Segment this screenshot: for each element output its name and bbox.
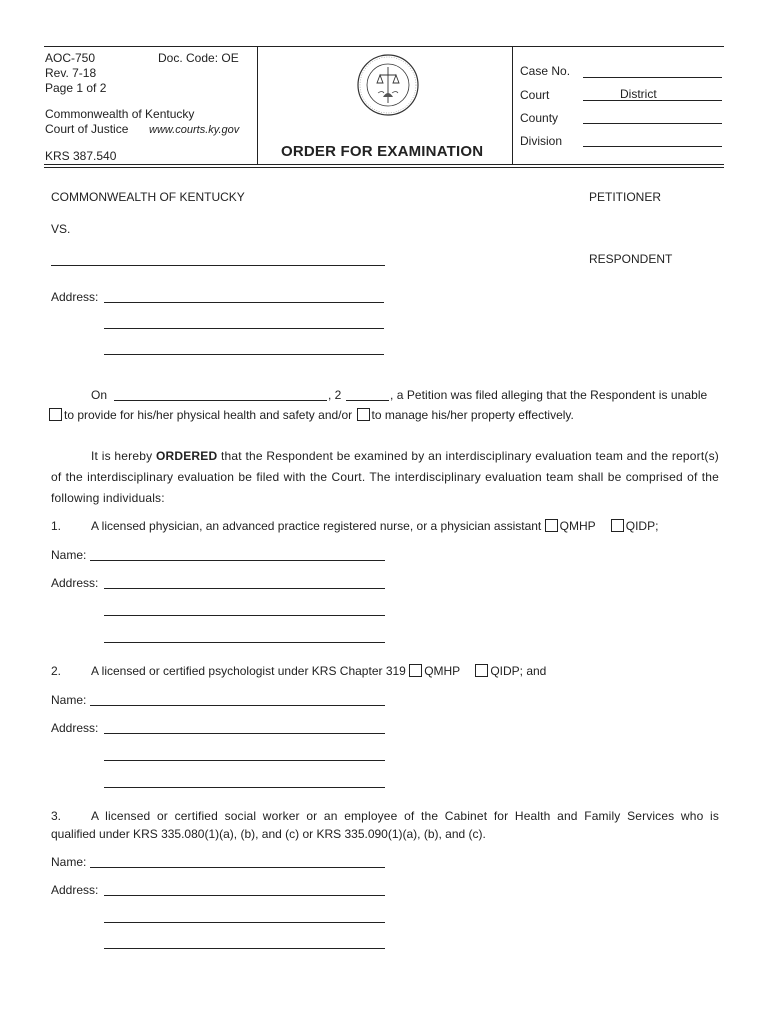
petition-year-field[interactable] [346, 400, 389, 401]
county-label: County [520, 111, 559, 125]
item-3-address-line-1[interactable] [104, 895, 385, 896]
versus-label: VS. [51, 222, 71, 236]
item-1-line [91, 519, 658, 533]
item-1-address-line-3[interactable] [104, 642, 385, 643]
petition-text: , a Petition was filed alleging that the Respondent is unable [390, 388, 708, 402]
petition-options [49, 408, 574, 422]
item-1-text: A licensed physician, an advanced practice registered nurse, or a physician assistant [91, 519, 542, 533]
item-2-name-label: Name: [51, 693, 87, 707]
item-1-name-label: Name: [51, 548, 87, 562]
item-2-address-line-1[interactable] [104, 733, 385, 734]
court-seal [356, 53, 420, 117]
item-1-address-line-2[interactable] [104, 615, 385, 616]
statute-reference: KRS 387.540 [45, 149, 117, 163]
item-1-qidp-label: QIDP; [625, 519, 659, 533]
item-2-text: A licensed or certified psychologist under KRS Chapter 319 [91, 664, 406, 678]
property-checkbox[interactable] [357, 408, 370, 421]
item-2-name-field[interactable] [90, 705, 385, 706]
form-title: ORDER FOR EXAMINATION [281, 143, 484, 160]
item-3-name-field[interactable] [90, 867, 385, 868]
item-1-qmhp-checkbox[interactable] [545, 519, 558, 532]
item-1-qidp-checkbox[interactable] [611, 519, 624, 532]
item-1-number: 1. [51, 519, 62, 533]
division-field[interactable] [583, 146, 722, 147]
case-number-label: Case No. [520, 64, 571, 78]
county-field[interactable] [583, 123, 722, 124]
item-2-number: 2. [51, 664, 62, 678]
court-value: District [620, 87, 657, 101]
revision: Rev. 7-18 [45, 66, 97, 80]
petition-date-field[interactable] [114, 400, 327, 401]
item-2-address-line-2[interactable] [104, 760, 385, 761]
petition-date-label: On [91, 388, 108, 402]
item-3-number: 3. [51, 809, 62, 823]
doc-code: Doc. Code: OE [158, 51, 239, 65]
item-3-address-label: Address: [51, 883, 99, 897]
case-number-field[interactable] [583, 77, 722, 78]
item-2-line [91, 664, 546, 678]
respondent-address-label: Address: [51, 290, 99, 304]
property-label: to manage his/her property effectively. [371, 408, 574, 422]
order-body: that the Respondent be examined by an interdisciplinary evaluation team and the report(s) of the interdisciplinary evaluation be filed with the Court. The interdisciplinary evaluation team shall be comprised of the following individuals: [51, 449, 719, 505]
respondent-label: RESPONDENT [589, 252, 673, 266]
respondent-name-field[interactable] [51, 265, 385, 266]
form-number: AOC-750 [45, 51, 96, 65]
health-safety-label: to provide for his/her physical health and safety and/or [64, 408, 353, 422]
respondent-address-line-3[interactable] [104, 354, 384, 355]
item-3-name-label: Name: [51, 855, 87, 869]
court-label: Court [520, 88, 550, 102]
court-of-justice: Court of Justice [45, 122, 129, 136]
item-1-name-field[interactable] [90, 560, 385, 561]
ordered-keyword: ORDERED [155, 449, 218, 463]
item-1-address-label: Address: [51, 576, 99, 590]
petitioner-label: PETITIONER [589, 190, 662, 204]
item-3-address-line-3[interactable] [104, 948, 385, 949]
petition-year-prefix: , 2 [328, 388, 342, 402]
item-3-text-continued: qualified under KRS 335.080(1)(a), (b), and (c) or KRS 335.090(1)(a), (b), and (c). [51, 827, 486, 841]
respondent-address-line-2[interactable] [104, 328, 384, 329]
item-2-qidp-checkbox[interactable] [475, 664, 488, 677]
order-lead: It is hereby [91, 449, 156, 463]
order-paragraph [51, 446, 719, 509]
item-2-qmhp-label: QMHP [424, 664, 460, 678]
state-name: Commonwealth of Kentucky [45, 107, 195, 121]
item-1-qmhp-label: QMHP [559, 519, 596, 533]
petitioner-name: COMMONWEALTH OF KENTUCKY [51, 190, 245, 204]
item-2-qmhp-checkbox[interactable] [409, 664, 422, 677]
item-3-text: A licensed or certified social worker or an employee of the Cabinet for Health and Family Services who is [91, 809, 719, 823]
respondent-address-line-1[interactable] [104, 302, 384, 303]
website-link[interactable]: www.courts.ky.gov [149, 124, 240, 136]
health-safety-checkbox[interactable] [49, 408, 62, 421]
item-1-address-line-1[interactable] [104, 588, 385, 589]
division-label: Division [520, 134, 563, 148]
page-number: Page 1 of 2 [45, 81, 107, 95]
item-3-address-line-2[interactable] [104, 922, 385, 923]
item-2-qidp-label: QIDP; and [490, 664, 547, 678]
item-2-address-label: Address: [51, 721, 99, 735]
item-2-address-line-3[interactable] [104, 787, 385, 788]
